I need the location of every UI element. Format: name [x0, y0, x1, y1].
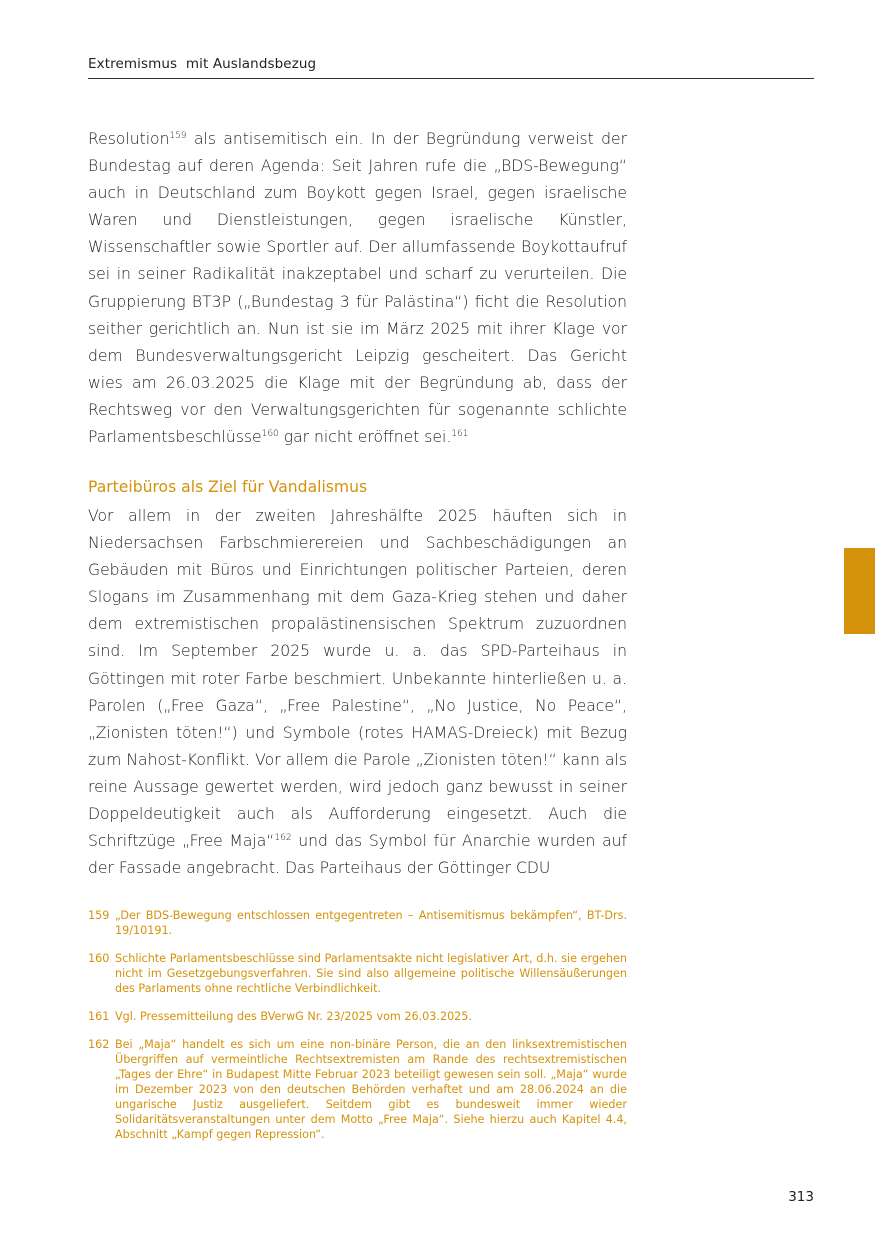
chapter-side-tab [844, 548, 875, 634]
footnote-ref-159[interactable]: 159 [169, 131, 187, 141]
paragraph-text: Vor allem in der zweiten Jahreshälfte 2025 häuften sich in Niedersachsen Farbschmierereien und Sachbeschädigungen an Gebäuden mit Büros und Einrichtungen politischer Parteien, deren Slogans im Zusammenhang mit dem Gaza-Krieg stehen und daher dem extremistischen propalästinensischen Spektrum zuzuordnen sind. Im September 2025 wurde u. a. das SPD-Parteihaus in Göttingen mit roter Farbe beschmiert. Unbekannte hinterließen u. a. Parolen („Free Gaza“, „Free Palestine“, „No Justice, No Peace“, „Zionisten töten!“) und Symbole (rotes HAMAS-Dreieck) mit Bezug zum Nahost-Konflikt. Vor allem die Parole „Zionisten töten!“ kann als reine Aussage gewertet werden, wird jedoch ganz bewusst in seiner Doppeldeutigkeit auch als Aufforderung eingesetzt. Auch die Schriftzüge „Free Maja“ [88, 507, 627, 851]
paragraph-text: gar nicht eröffnet sei. [278, 428, 452, 447]
footnote-number: 161 [88, 1010, 110, 1023]
footnote-text: „Der BDS-Bewegung entschlossen entgegentreten – Antisemitismus bekämpfen“, BT-Drs. 19/10191. [115, 909, 627, 937]
footnote [88, 908, 627, 938]
paragraph-resolution [88, 126, 627, 451]
running-header [88, 56, 814, 79]
paragraph-text: und das Symbol für Anarchie wurden auf der Fassade angebracht. Das Parteihaus der Göttinger CDU [88, 832, 628, 878]
footnote-number: 160 [88, 952, 110, 965]
footnote-text: Bei „Maja“ handelt es sich um eine non-binäre Person, die an den linksextremistischen Übergriffen auf vermeintliche Rechtsextremisten am Rande des rechtsextremistischen „Tages der Ehre“ in Budapest Mitte Februar 2023 beteiligt gewesen sein soll. „Maja“ wurde im Dezember 2023 von den deutschen Behörden verhaftet und am 28.06.2024 an die ungarische Justiz ausgeliefert. Seitdem gibt es bundesweit immer wieder Solidaritätsveranstaltungen unter dem Motto „Free Maja“. Siehe hierzu auch Kapitel 4.4, Abschnitt „Kampf gegen Repression“. [115, 1038, 627, 1141]
footnote [88, 1037, 627, 1142]
running-header-title: Extremismus mit Auslandsbezug [88, 56, 317, 72]
page-number: 313 [788, 1189, 814, 1205]
footnote [88, 951, 627, 996]
footnote-number: 162 [88, 1038, 110, 1051]
footnote-ref-162[interactable]: 162 [274, 833, 292, 844]
footnotes [88, 908, 627, 1155]
footnote-number: 159 [88, 909, 110, 922]
footnote-text: Schlichte Parlamentsbeschlüsse sind Parlamentsakte nicht legislativer Art, d.h. sie ergehen nicht im Gesetzgebungsverfahren. Sie sind also allgemeine politische Willensäußerungen des Parlaments ohne rechtliche Verbindlichkeit. [115, 952, 627, 995]
footnote-ref-160[interactable]: 160 [261, 429, 279, 440]
paragraph-text: als antisemitisch ein. In der Begründung verweist der Bundestag auf deren Agenda: Seit Jahren rufe die „BDS-Bewegung“ auch in Deutschland zum Boykott gegen Israel, gegen israelische Waren und Dienstleistungen, gegen israelische Künstler, Wissenschaftler sowie Sportler auf. Der allumfassende Boykottaufruf sei in seiner Radikalität inakzeptabel und scharf zu verurteilen. Die Gruppierung BT3P („Bundestag 3 für Palästina“) ficht die Resolution seither gerichtlich an. Nun ist sie im März 2025 mit ihrer Klage vor dem Bundesverwaltungsgericht Leipzig gescheitert. Das Gericht wies am 26.03.2025 die Klage mit der Begründung ab, dass der Rechtsweg vor den Verwaltungsgerichten für sogenannte schlichte Parlamentsbeschlüsse [88, 130, 627, 447]
footnote [88, 1009, 627, 1024]
paragraph-text: Resolution [88, 130, 170, 148]
footnote-ref-161[interactable]: 161 [451, 429, 469, 440]
section-heading: Parteibüros als Ziel für Vandalismus [88, 478, 368, 496]
footnote-text: Vgl. Pressemitteilung des BVerwG Nr. 23/2025 vom 26.03.2025. [115, 1010, 472, 1023]
paragraph-vandalism [88, 503, 627, 882]
